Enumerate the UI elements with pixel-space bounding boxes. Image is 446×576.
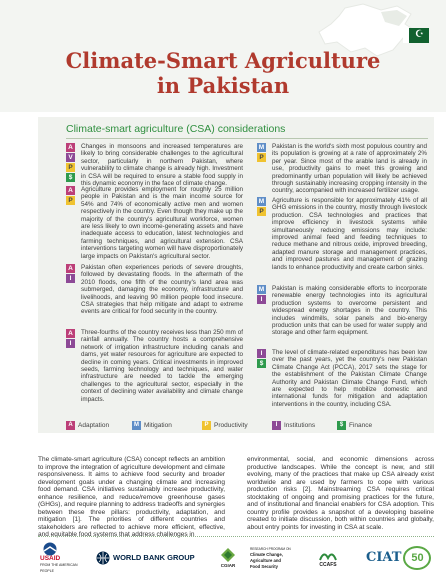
pakistan-flag-icon <box>403 28 429 43</box>
world-bank-logo <box>96 541 196 575</box>
ciat-50-badge: 50 <box>403 546 431 570</box>
page-title-line1: Climate-Smart Agriculture <box>65 48 381 73</box>
item-1-badges <box>66 143 76 183</box>
footer-divider <box>38 536 434 537</box>
adaptation-badge: A <box>66 264 75 273</box>
usaid-name: USAID <box>40 555 61 562</box>
consideration-item-5: Pakistan is the world's sixth most populous country and its population is growing at a rate of approximately 2% per year. Since most of the arable land is already in use, productivity gains to meet this growing and predominantly urban population will likely be achieved through sustainably increasing cropping intensity in the country, accompanied with increased fertilizer usage. <box>272 143 427 195</box>
institutions-badge: I <box>257 349 266 358</box>
item-3-badges <box>66 264 76 284</box>
item-6-badges <box>257 197 267 217</box>
consideration-item-1: Changes in monsoons and increased temperatures are likely to bring considerable challenges to the agricultural sector, particularly in northern Pakistan, where vulnerability to climate change is already high. Investment in CSA will be required to ensure a stable food supply in this dynamic economy in the face of climate change. <box>81 143 243 188</box>
world-bank-name: WORLD BANK GROUP <box>113 553 195 562</box>
ccafs-leaves-icon <box>318 548 338 562</box>
item-2-badges <box>66 186 76 206</box>
institutions-icon: I <box>272 421 281 430</box>
item-8-badges <box>257 349 267 369</box>
legend-finance <box>337 421 372 430</box>
legend-label: Mitigation <box>144 422 172 429</box>
consideration-item-7: Pakistan is making considerable efforts to incorporate renewable energy technologies into its agricultural production systems to overcome persistent and widespread energy shortages in the country. This includes windmills, solar panels and bio-energy production units that can be used for water supply and storage and other farm equipment. <box>272 285 427 337</box>
intro-text-left: The climate-smart agriculture (CSA) concept reflects an ambition to improve the integration of agriculture development and climate responsiveness. It aims to achieve food security and broader development goals under a changing climate and increasing food demand. CSA initiatives sustainably increase productivity, enhance resilience, and reduce/remove greenhouse gases (GHGs), and require planning to address tradeoffs and synergies between these three pillars: productivity, adaptation, and mitigation [1]. The priorities of different countries and stakeholders are reflected to achieve more efficient, effective, and equitable food systems that address challenges in <box>38 456 225 539</box>
finance-badge: $ <box>66 173 75 182</box>
mitigation-icon: M <box>134 422 139 428</box>
consideration-item-8: The level of climate-related expenditures has been low over the past years, yet the country's new Pakistan Climate Change Act (PCCA), 2017 sets the stage for the establishment of the Pakistan Climate Change Authority and Pakistan Climate Change Fund, which are expected to help mobilize domestic and international funds for mitigation and adaptation interventions in the country, including CSA. <box>272 349 427 408</box>
panel-title: Climate-smart agriculture (CSA) considerations <box>66 123 286 135</box>
legend-label: Adaptation <box>78 422 110 429</box>
mitigation-badge: M <box>258 144 265 151</box>
legend-productivity <box>202 421 248 430</box>
ciat-logo <box>366 541 434 575</box>
intro-text-right: environmental, social, and economic dimensions across productive landscapes. While the concept is new, and still evolving, many of the practices that make up CSA already exist worldwide and are used by farmers to cope with various production risks [2]. Mainstreaming CSA requires critical stocktaking of ongoing and promising practices for the future, and of institutional and financial enablers for CSA adoption. This country profile provides a snapshot of a developing baseline created to initiate discussion, both within countries and globally, about entry points for investing in CSA at scale. <box>247 456 434 531</box>
usaid-logo <box>40 541 80 575</box>
ccafs-program-logo <box>250 541 306 575</box>
productivity-badge: P <box>66 163 75 172</box>
usaid-tagline: FROM THE AMERICAN PEOPLE <box>40 563 78 573</box>
adaptation-badge: A <box>66 143 75 152</box>
productivity-badge: P <box>257 153 266 162</box>
consideration-item-4: Three-fourths of the country receives less than 250 mm of rainfall annually. The country hosts a comprehensive network of irrigation infrastructure including canals and dams, yet water resources for agriculture are expected to decline in coming years. Critical investments in improved seeds, farming technology and techniques, and water infrastructure are needed to tackle the emerging challenges to the agricultural sector, especially in the context of declining water availability and climate change impacts. <box>81 329 243 403</box>
mitigation-badge: M <box>258 286 265 293</box>
ciat-name: CIAT <box>366 550 402 565</box>
ccafs-line2: Climate Change, <box>250 552 283 557</box>
ccafs-line1: RESEARCH PROGRAM ON <box>250 547 291 551</box>
adaptation-icon: A <box>66 421 75 430</box>
legend-institutions <box>272 421 315 430</box>
adaptation-badge: A <box>66 329 75 338</box>
legend-mitigation <box>132 421 172 430</box>
consideration-item-6: Agriculture is responsible for approximately 41% of all GHG emissions in the country, mostly through livestock production. CSA technologies and practices that improve efficiency in livestock systems while simultaneously reducing emissions may include: improved animal feed and feeding techniques to reduce methane and nitrous oxide, improved breeding, adapted manure storage and management practices, and improved pastures and management of grazing lands to enhance productivity and create carbon sinks. <box>272 197 427 271</box>
legend-adaptation <box>66 421 109 430</box>
finance-icon: $ <box>337 421 346 430</box>
ccafs-line4: Food Security <box>250 564 278 569</box>
legend-label: Productivity <box>214 422 248 429</box>
page-title-line2: in Pakistan <box>156 73 290 98</box>
consideration-item-3: Pakistan often experiences periods of severe droughts, followed by devastating floods. In the aftermath of the 2010 floods, one fifth of the country's land area was submerged, damaging the economy, infrastructure and livelihoods, and leaving 90 million people food insecure. CSA strategies that help mitigate and adapt to extreme events are critical for food security in the country. <box>81 264 243 316</box>
ccafs-line3: Agriculture and <box>250 558 281 563</box>
cgiar-leaf-icon <box>220 547 236 563</box>
adaptation-badge: A <box>66 186 75 195</box>
globe-icon <box>96 551 110 565</box>
productivity-icon: P <box>202 421 211 430</box>
cgiar-logo <box>213 541 243 575</box>
finance-badge: $ <box>257 359 266 368</box>
item-7-badges <box>257 285 267 305</box>
vulnerability-badge: V <box>66 153 75 162</box>
institutions-badge: I <box>257 295 266 304</box>
ccafs-name: CCAFS <box>319 562 337 568</box>
panel-divider <box>66 138 428 139</box>
institutions-badge: I <box>66 339 75 348</box>
institutions-badge: I <box>66 274 75 283</box>
mitigation-badge: M <box>258 198 265 205</box>
productivity-badge: P <box>66 196 75 205</box>
item-4-badges <box>66 329 76 349</box>
legend-label: Institutions <box>284 422 316 429</box>
legend-label: Finance <box>349 422 373 429</box>
cgiar-name: CGIAR <box>220 563 236 568</box>
flag-crescent-icon: ☪ <box>415 29 424 40</box>
item-5-badges <box>257 143 267 163</box>
consideration-item-2: Agriculture provides employment for roughly 25 million people in Pakistan and is the main income source for 54% and 74% of economically active men and women respectively in the country. Even though they make up the majority of the country's agricultural workforce, women are less likely to own income-generating assets and have inadequate access to education, latest technologies and farming techniques, and agricultural extension. CSA interventions targeting women will have disproportionately large impacts on Pakistan's agricultural sector. <box>81 186 243 260</box>
usaid-seal-icon <box>40 542 60 556</box>
productivity-badge: P <box>257 207 266 216</box>
ccafs-logo <box>310 541 346 575</box>
